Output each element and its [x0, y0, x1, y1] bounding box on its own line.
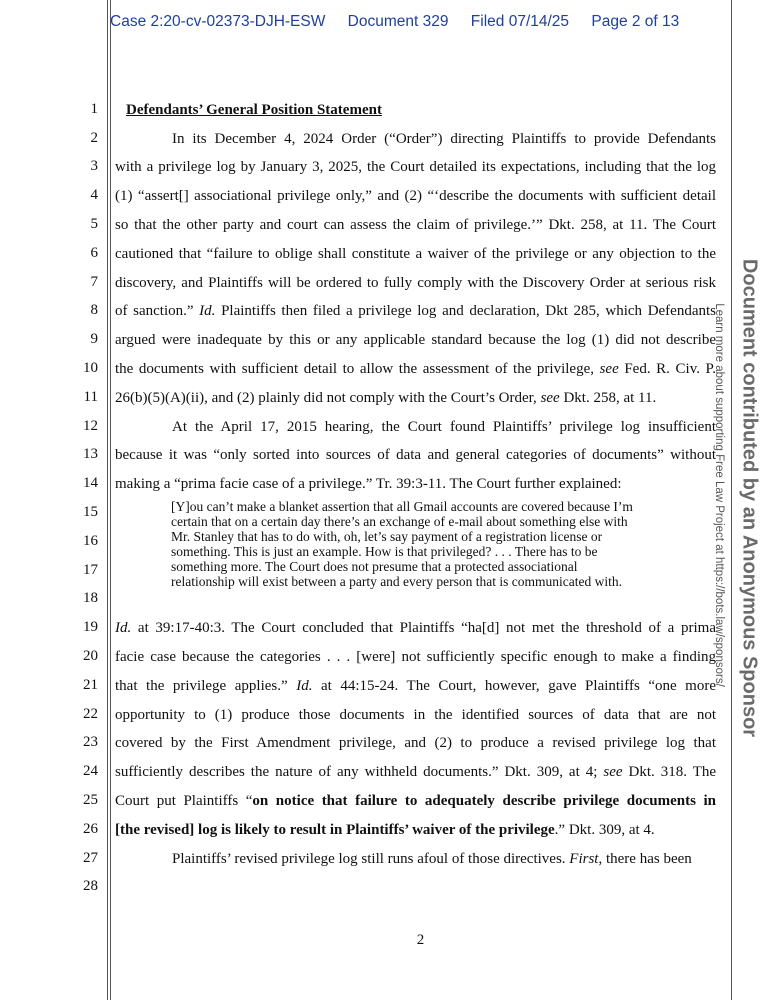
filed-date: Filed 07/14/25 [470, 13, 570, 30]
line-number: 26 [83, 821, 98, 837]
text-line: Court put Plaintiffs “on notice that failure to adequately describe privilege documents in [115, 793, 716, 809]
line-number: 17 [83, 562, 98, 578]
document-number: Document 329 [347, 13, 449, 30]
text-line: that the privilege applies.” Id. at 44:15-24. The Court, however, gave Plaintiffs “one more [115, 678, 717, 694]
text-line: In its December 4, 2024 Order (“Order”) directing Plaintiffs to provide Defendants [172, 131, 716, 147]
text-line: 26(b)(5)(A)(ii), and (2) plainly did not comply with the Court’s Order, see Dkt. 258, at 11. [115, 390, 657, 406]
line-number: 1 [90, 101, 98, 117]
line-number: 15 [83, 504, 98, 520]
line-number: 13 [83, 446, 98, 462]
page-count: Page 2 of 13 [591, 13, 680, 30]
text-line: Plaintiffs’ revised privilege log still runs afoul of those directives. First, there has been [172, 851, 692, 867]
line-number: 5 [90, 216, 98, 232]
line-number: 3 [90, 158, 98, 174]
line-number: 12 [83, 418, 98, 434]
line-number: 24 [83, 763, 98, 779]
quote-line: relationship will exist between a party and every person that is communicated with. [171, 574, 622, 589]
line-number: 25 [83, 792, 98, 808]
line-number: 19 [83, 619, 98, 635]
text-line: argued were inadequate by this or any applicable standard because the log (1) did not describe [115, 332, 716, 348]
page-number: 2 [416, 932, 425, 948]
text-line: sufficiently describes the nature of any withheld documents.” Dkt. 309, at 4; see Dkt. 318. The [115, 764, 717, 780]
quote-line: something. This is just an example. How is that privileged? . . . There has to be [171, 544, 598, 559]
case-number: Case 2:20-cv-02373-DJH-ESW [110, 13, 326, 30]
line-number: 23 [83, 734, 98, 750]
line-number: 22 [83, 706, 98, 722]
right-margin-rule [731, 0, 732, 1000]
text-line: At the April 17, 2015 hearing, the Court found Plaintiffs’ privilege log insufficient [172, 419, 716, 435]
line-number: 4 [90, 187, 98, 203]
text-line: [the revised] log is likely to result in Plaintiffs’ waiver of the privilege.” Dkt. 309, at 4. [115, 822, 655, 838]
text-line: covered by the First Amendment privilege, and (2) to produce a revised privilege log that [115, 735, 716, 751]
left-margin-rule-inner [110, 0, 111, 1000]
line-number: 10 [83, 360, 98, 376]
line-number: 7 [90, 274, 98, 290]
quote-line: certain that on a certain day there’s an exchange of e-mail about something else with [171, 514, 628, 529]
quote-line: Mr. Stanley that has to do with, oh, let’s say payment of a registration license or [171, 529, 603, 544]
text-line: making a “prima facie case of a privilege.” Tr. 39:3-11. The Court further explained: [115, 476, 622, 492]
text-line: (1) “assert[] associational privilege only,” and (2) “‘describe the documents with sufficient detail [115, 188, 716, 204]
text-line: because it was “only sorted into sources of data and general categories of documents” without [115, 447, 716, 463]
quote-line: [Y]ou can’t make a blanket assertion that all Gmail accounts are covered because I’m [171, 499, 633, 514]
line-number: 18 [83, 590, 98, 606]
line-number: 28 [83, 878, 98, 894]
text-line: discovery, and Plaintiffs will be ordered to fully comply with the Discovery Order at serious risk [115, 275, 716, 291]
line-number: 8 [90, 302, 98, 318]
line-number: 16 [83, 533, 98, 549]
text-line: so that the other party and court can assess the claim of privilege.’” Dkt. 258, at 11. The Court [115, 217, 716, 233]
section-heading: Defendants’ General Position Statement [126, 102, 382, 118]
line-number: 11 [83, 389, 98, 405]
line-number: 6 [90, 245, 98, 261]
sponsor-banner: Document contributed by an Anonymous Sponsor [738, 258, 761, 738]
quote-line: something more. The Court does not presume that a protected associational [171, 559, 578, 574]
line-number: 27 [83, 850, 98, 866]
text-line: of sanction.” Id. Plaintiffs then filed a privilege log and declaration, Dkt 285, which Defendants [115, 303, 716, 319]
text-line: facie case because the categories . . . [were] not sufficiently specific enough to make a finding [115, 649, 716, 665]
line-number: 2 [90, 130, 98, 146]
line-number: 14 [83, 475, 98, 491]
ecf-header [110, 13, 697, 31]
line-number: 21 [83, 677, 98, 693]
text-line: the documents with sufficient detail to allow the assessment of the privilege, see Fed. R. Civ. P. [115, 361, 716, 377]
text-line: cautioned that “failure to oblige shall constitute a waiver of the privilege or any objection to the [115, 246, 716, 262]
text-line: Id. at 39:17-40:3. The Court concluded that Plaintiffs “ha[d] not met the threshold of a prima [115, 620, 716, 636]
left-margin-rule [107, 0, 108, 1000]
text-line: opportunity to (1) produce those documents in the identified sources of data that are not [115, 707, 716, 723]
line-number: 9 [90, 331, 98, 347]
line-number: 20 [83, 648, 98, 664]
sponsor-link-text: Learn more about supporting Free Law Project at https://bots.law/sponsors/ [713, 303, 725, 687]
text-line: with a privilege log by January 3, 2025, the Court detailed its expectations, including that the log [115, 159, 716, 175]
